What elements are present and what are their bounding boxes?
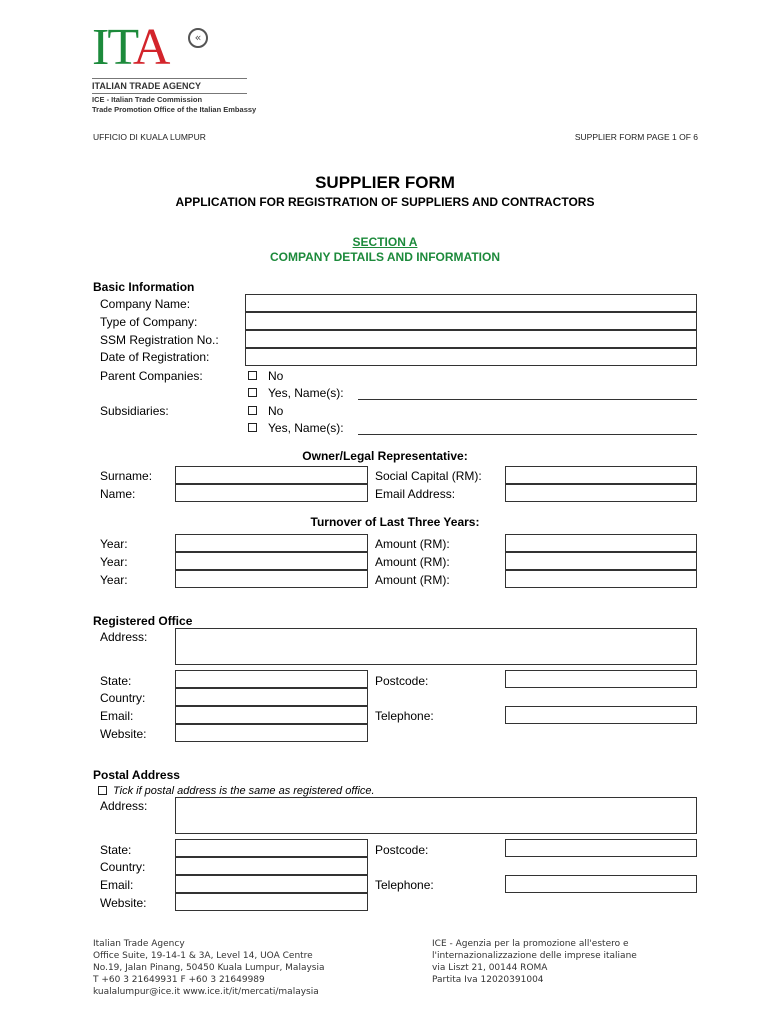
reg-address-label: Address: — [100, 630, 148, 644]
capital-field[interactable] — [505, 466, 697, 484]
reg-date-field[interactable] — [245, 348, 697, 366]
subsidiaries-no-checkbox[interactable] — [248, 406, 257, 415]
reg-website-label: Website: — [100, 727, 147, 741]
amount-label-2: Amount (RM): — [375, 555, 450, 569]
reg-telephone-field[interactable] — [505, 706, 697, 724]
page-indicator: SUPPLIER FORM PAGE 1 OF 6 — [574, 132, 698, 142]
turnover-heading: Turnover of Last Three Years: — [310, 515, 480, 529]
year-field-3[interactable] — [175, 570, 368, 588]
year-label-2: Year: — [100, 555, 128, 569]
owner-heading: Owner/Legal Representative: — [302, 449, 468, 463]
subsidiaries-label: Subsidiaries: — [100, 404, 169, 418]
postal-telephone-label: Telephone: — [375, 878, 434, 892]
name-label: Name: — [100, 487, 136, 501]
reg-postcode-field[interactable] — [505, 670, 697, 688]
postal-address-label: Address: — [100, 799, 148, 813]
surname-field[interactable] — [175, 466, 368, 484]
company-type-field[interactable] — [245, 312, 697, 330]
amount-label-3: Amount (RM): — [375, 573, 450, 587]
subsidiaries-yes-label: Yes, Name(s): — [268, 421, 344, 435]
parent-no-label: No — [268, 369, 284, 383]
year-label-3: Year: — [100, 573, 128, 587]
reg-website-field[interactable] — [175, 724, 368, 742]
logo-emblem-icon: « — [188, 28, 208, 48]
postal-telephone-field[interactable] — [505, 875, 697, 893]
postal-state-label: State: — [100, 843, 132, 857]
logo-agency: ITALIAN TRADE AGENCY — [92, 81, 201, 91]
footer-left-line: No.19, Jalan Pinang, 50450 Kuala Lumpur, Malaysia — [93, 963, 325, 973]
logo-divider-2 — [92, 93, 247, 94]
reg-country-field[interactable] — [175, 688, 368, 706]
office-label: UFFICIO DI KUALA LUMPUR — [93, 132, 206, 142]
ssm-field[interactable] — [245, 330, 697, 348]
reg-country-label: Country: — [100, 691, 146, 705]
postal-country-field[interactable] — [175, 857, 368, 875]
logo-promo: Trade Promotion Office of the Italian Embassy — [92, 105, 257, 114]
parent-label: Parent Companies: — [100, 369, 203, 383]
logo-letters: ITA — [92, 19, 169, 76]
reg-email-label: Email: — [100, 709, 134, 723]
ita-logo — [92, 19, 272, 121]
logo-ice: ICE - Italian Trade Commission — [92, 95, 203, 104]
postal-address-field[interactable] — [175, 797, 697, 834]
postal-email-label: Email: — [100, 878, 134, 892]
subsidiaries-yes-checkbox[interactable] — [248, 423, 257, 432]
postal-country-label: Country: — [100, 860, 146, 874]
year-field-1[interactable] — [175, 534, 368, 552]
footer-left-line: Italian Trade Agency — [93, 939, 185, 949]
reg-address-field[interactable] — [175, 628, 697, 665]
form-subtitle: APPLICATION FOR REGISTRATION OF SUPPLIERS AND CONTRACTORS — [175, 195, 595, 209]
parent-yes-label: Yes, Name(s): — [268, 386, 344, 400]
reg-state-field[interactable] — [175, 670, 368, 688]
subsidiaries-names-line[interactable] — [358, 434, 697, 435]
footer-right-line: via Liszt 21, 00144 ROMA — [432, 963, 548, 973]
reg-telephone-label: Telephone: — [375, 709, 434, 723]
subsidiaries-no-label: No — [268, 404, 284, 418]
reg-state-label: State: — [100, 674, 132, 688]
postal-website-field[interactable] — [175, 893, 368, 911]
owner-email-field[interactable] — [505, 484, 697, 502]
company-name-field[interactable] — [245, 294, 697, 312]
reg-email-field[interactable] — [175, 706, 368, 724]
footer-right-line: Partita Iva 12020391004 — [432, 975, 544, 985]
footer-right-line: l'internazionalizzazione delle imprese italiane — [432, 951, 637, 961]
amount-field-1[interactable] — [505, 534, 697, 552]
footer-left — [93, 938, 325, 998]
amount-field-2[interactable] — [505, 552, 697, 570]
amount-label-1: Amount (RM): — [375, 537, 450, 551]
postal-postcode-field[interactable] — [505, 839, 697, 857]
registered-heading: Registered Office — [93, 614, 193, 628]
capital-label: Social Capital (RM): — [375, 469, 482, 483]
postal-website-label: Website: — [100, 896, 147, 910]
year-field-2[interactable] — [175, 552, 368, 570]
postal-state-field[interactable] — [175, 839, 368, 857]
parent-yes-checkbox[interactable] — [248, 388, 257, 397]
section-name: COMPANY DETAILS AND INFORMATION — [270, 250, 500, 264]
section-label: SECTION A — [352, 235, 418, 249]
company-type-label: Type of Company: — [100, 315, 198, 329]
footer-email-website[interactable]: kualalumpur@ice.it www.ice.it/it/mercati/malaysia — [93, 987, 319, 997]
logo-divider — [92, 78, 247, 79]
company-name-label: Company Name: — [100, 297, 191, 311]
footer-left-line: Office Suite, 19-14-1 & 3A, Level 14, UOA Centre — [93, 951, 313, 961]
footer-right — [432, 938, 637, 986]
footer-right-line: ICE - Agenzia per la promozione all'estero e — [432, 939, 629, 949]
postal-postcode-label: Postcode: — [375, 843, 429, 857]
name-field[interactable] — [175, 484, 368, 502]
parent-names-line[interactable] — [358, 399, 697, 400]
postal-heading: Postal Address — [93, 768, 180, 782]
postal-email-field[interactable] — [175, 875, 368, 893]
year-label-1: Year: — [100, 537, 128, 551]
parent-no-checkbox[interactable] — [248, 371, 257, 380]
basic-heading: Basic Information — [93, 280, 195, 294]
amount-field-3[interactable] — [505, 570, 697, 588]
footer-left-line: T +60 3 21649931 F +60 3 21649989 — [93, 975, 265, 985]
postal-same-label: Tick if postal address is the same as registered office. — [113, 785, 375, 797]
postal-same-checkbox[interactable] — [98, 786, 107, 795]
ssm-label: SSM Registration No.: — [100, 333, 219, 347]
surname-label: Surname: — [100, 469, 153, 483]
reg-date-label: Date of Registration: — [100, 350, 210, 364]
owner-email-label: Email Address: — [375, 487, 456, 501]
reg-postcode-label: Postcode: — [375, 674, 429, 688]
form-title: SUPPLIER FORM — [315, 173, 455, 192]
